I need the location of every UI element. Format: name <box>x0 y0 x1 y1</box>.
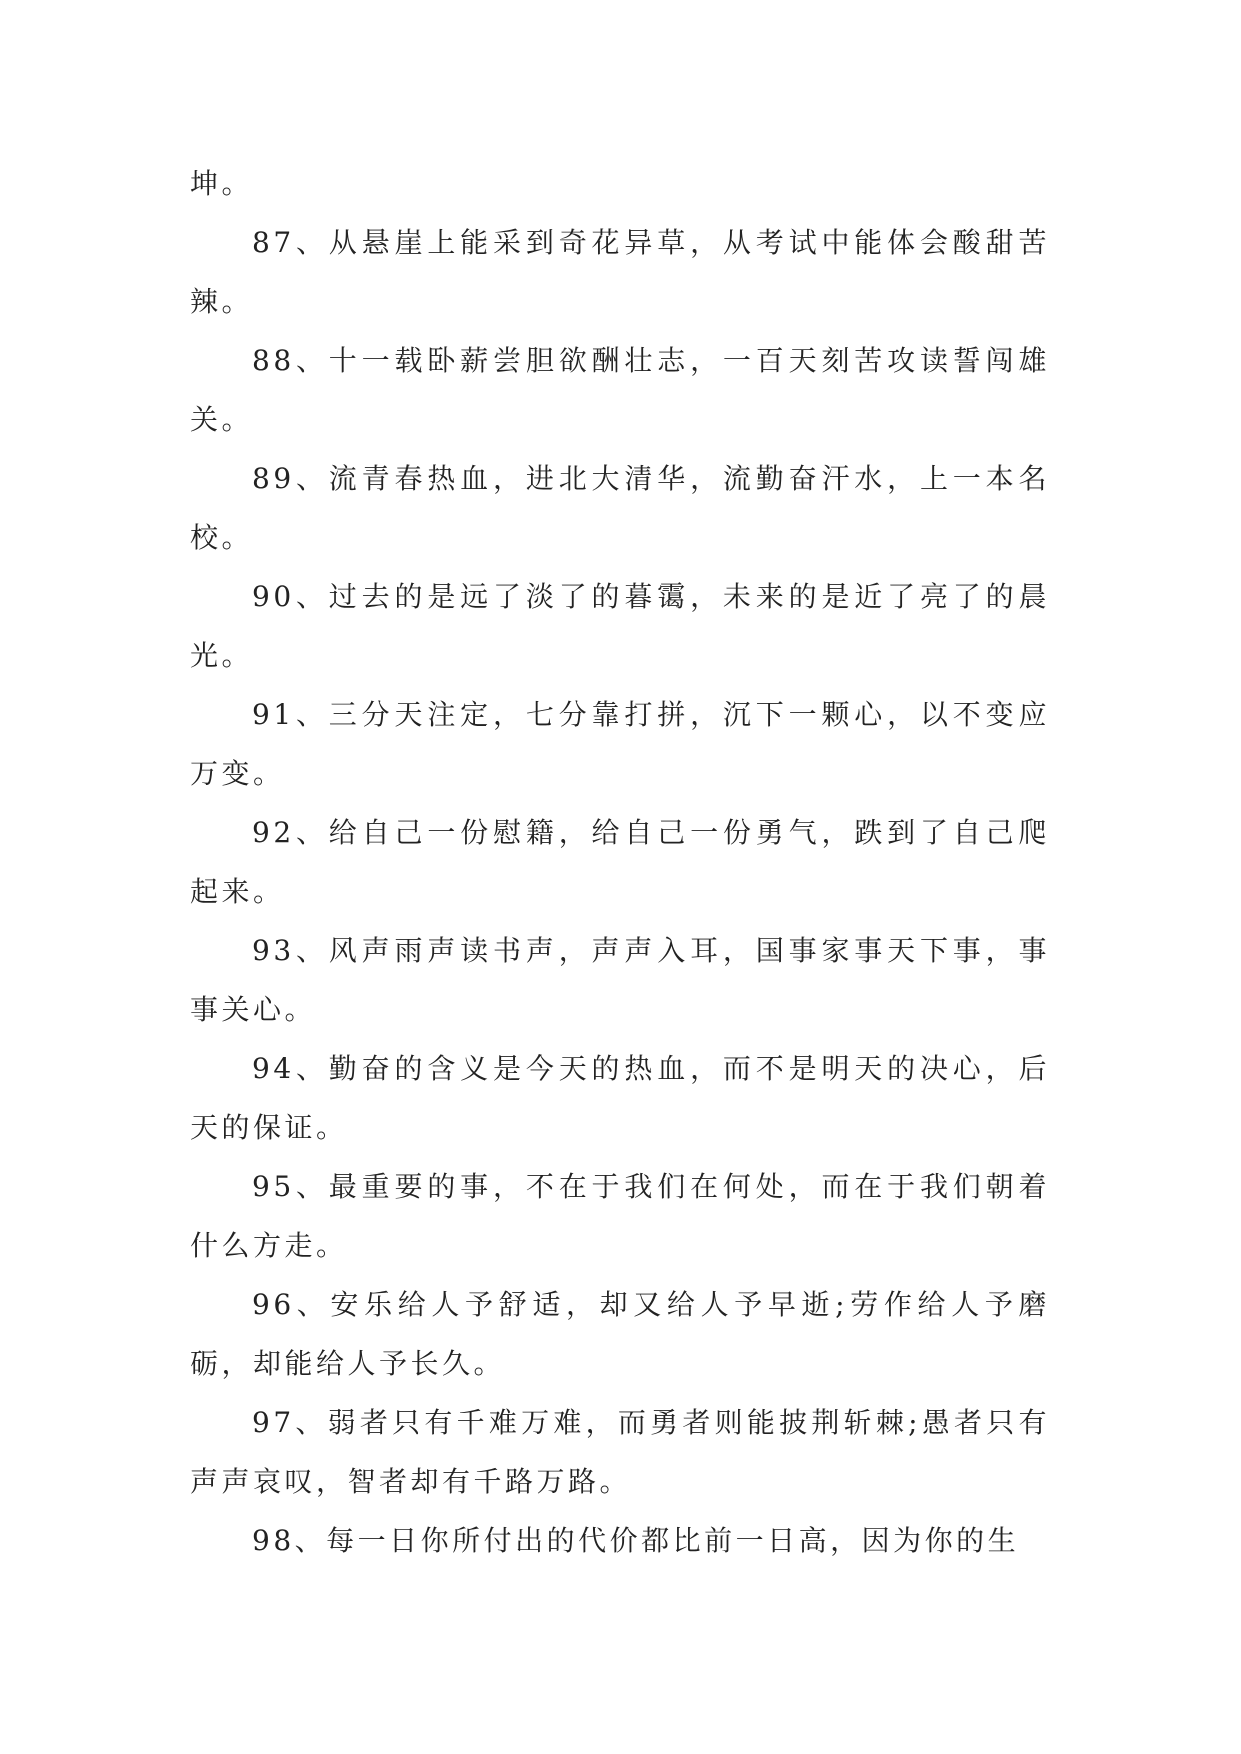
paragraph: 89、流青春热血，进北大清华，流勤奋汗水，上一本名校。 <box>190 462 1050 554</box>
paragraph: 91、三分天注定，七分靠打拼，沉下一颗心，以不变应万变。 <box>190 698 1050 790</box>
paragraph: 98、每一日你所付出的代价都比前一日高，因为你的生 <box>252 1524 1020 1557</box>
paragraph: 95、最重要的事，不在于我们在何处，而在于我们朝着什么方走。 <box>190 1170 1050 1262</box>
paragraph: 93、风声雨声读书声，声声入耳，国事家事天下事，事事关心。 <box>190 934 1050 1026</box>
paragraph: 94、勤奋的含义是今天的热血，而不是明天的决心，后天的保证。 <box>190 1052 1050 1144</box>
paragraph: 88、十一载卧薪尝胆欲酬壮志，一百天刻苦攻读誓闯雄关。 <box>190 344 1050 436</box>
body-text <box>190 154 1050 1570</box>
paragraph: 96、安乐给人予舒适，却又给人予早逝;劳作给人予磨砺，却能给人予长久。 <box>190 1288 1050 1380</box>
paragraph: 坤。 <box>190 167 254 200</box>
paragraph: 90、过去的是远了淡了的暮霭，未来的是近了亮了的晨光。 <box>190 580 1050 672</box>
paragraph: 92、给自己一份慰籍，给自己一份勇气，跌到了自己爬起来。 <box>190 816 1050 908</box>
paragraph: 87、从悬崖上能采到奇花异草，从考试中能体会酸甜苦辣。 <box>190 226 1050 318</box>
paragraph: 97、弱者只有千难万难，而勇者则能披荆斩棘;愚者只有声声哀叹，智者却有千路万路。 <box>190 1406 1050 1498</box>
